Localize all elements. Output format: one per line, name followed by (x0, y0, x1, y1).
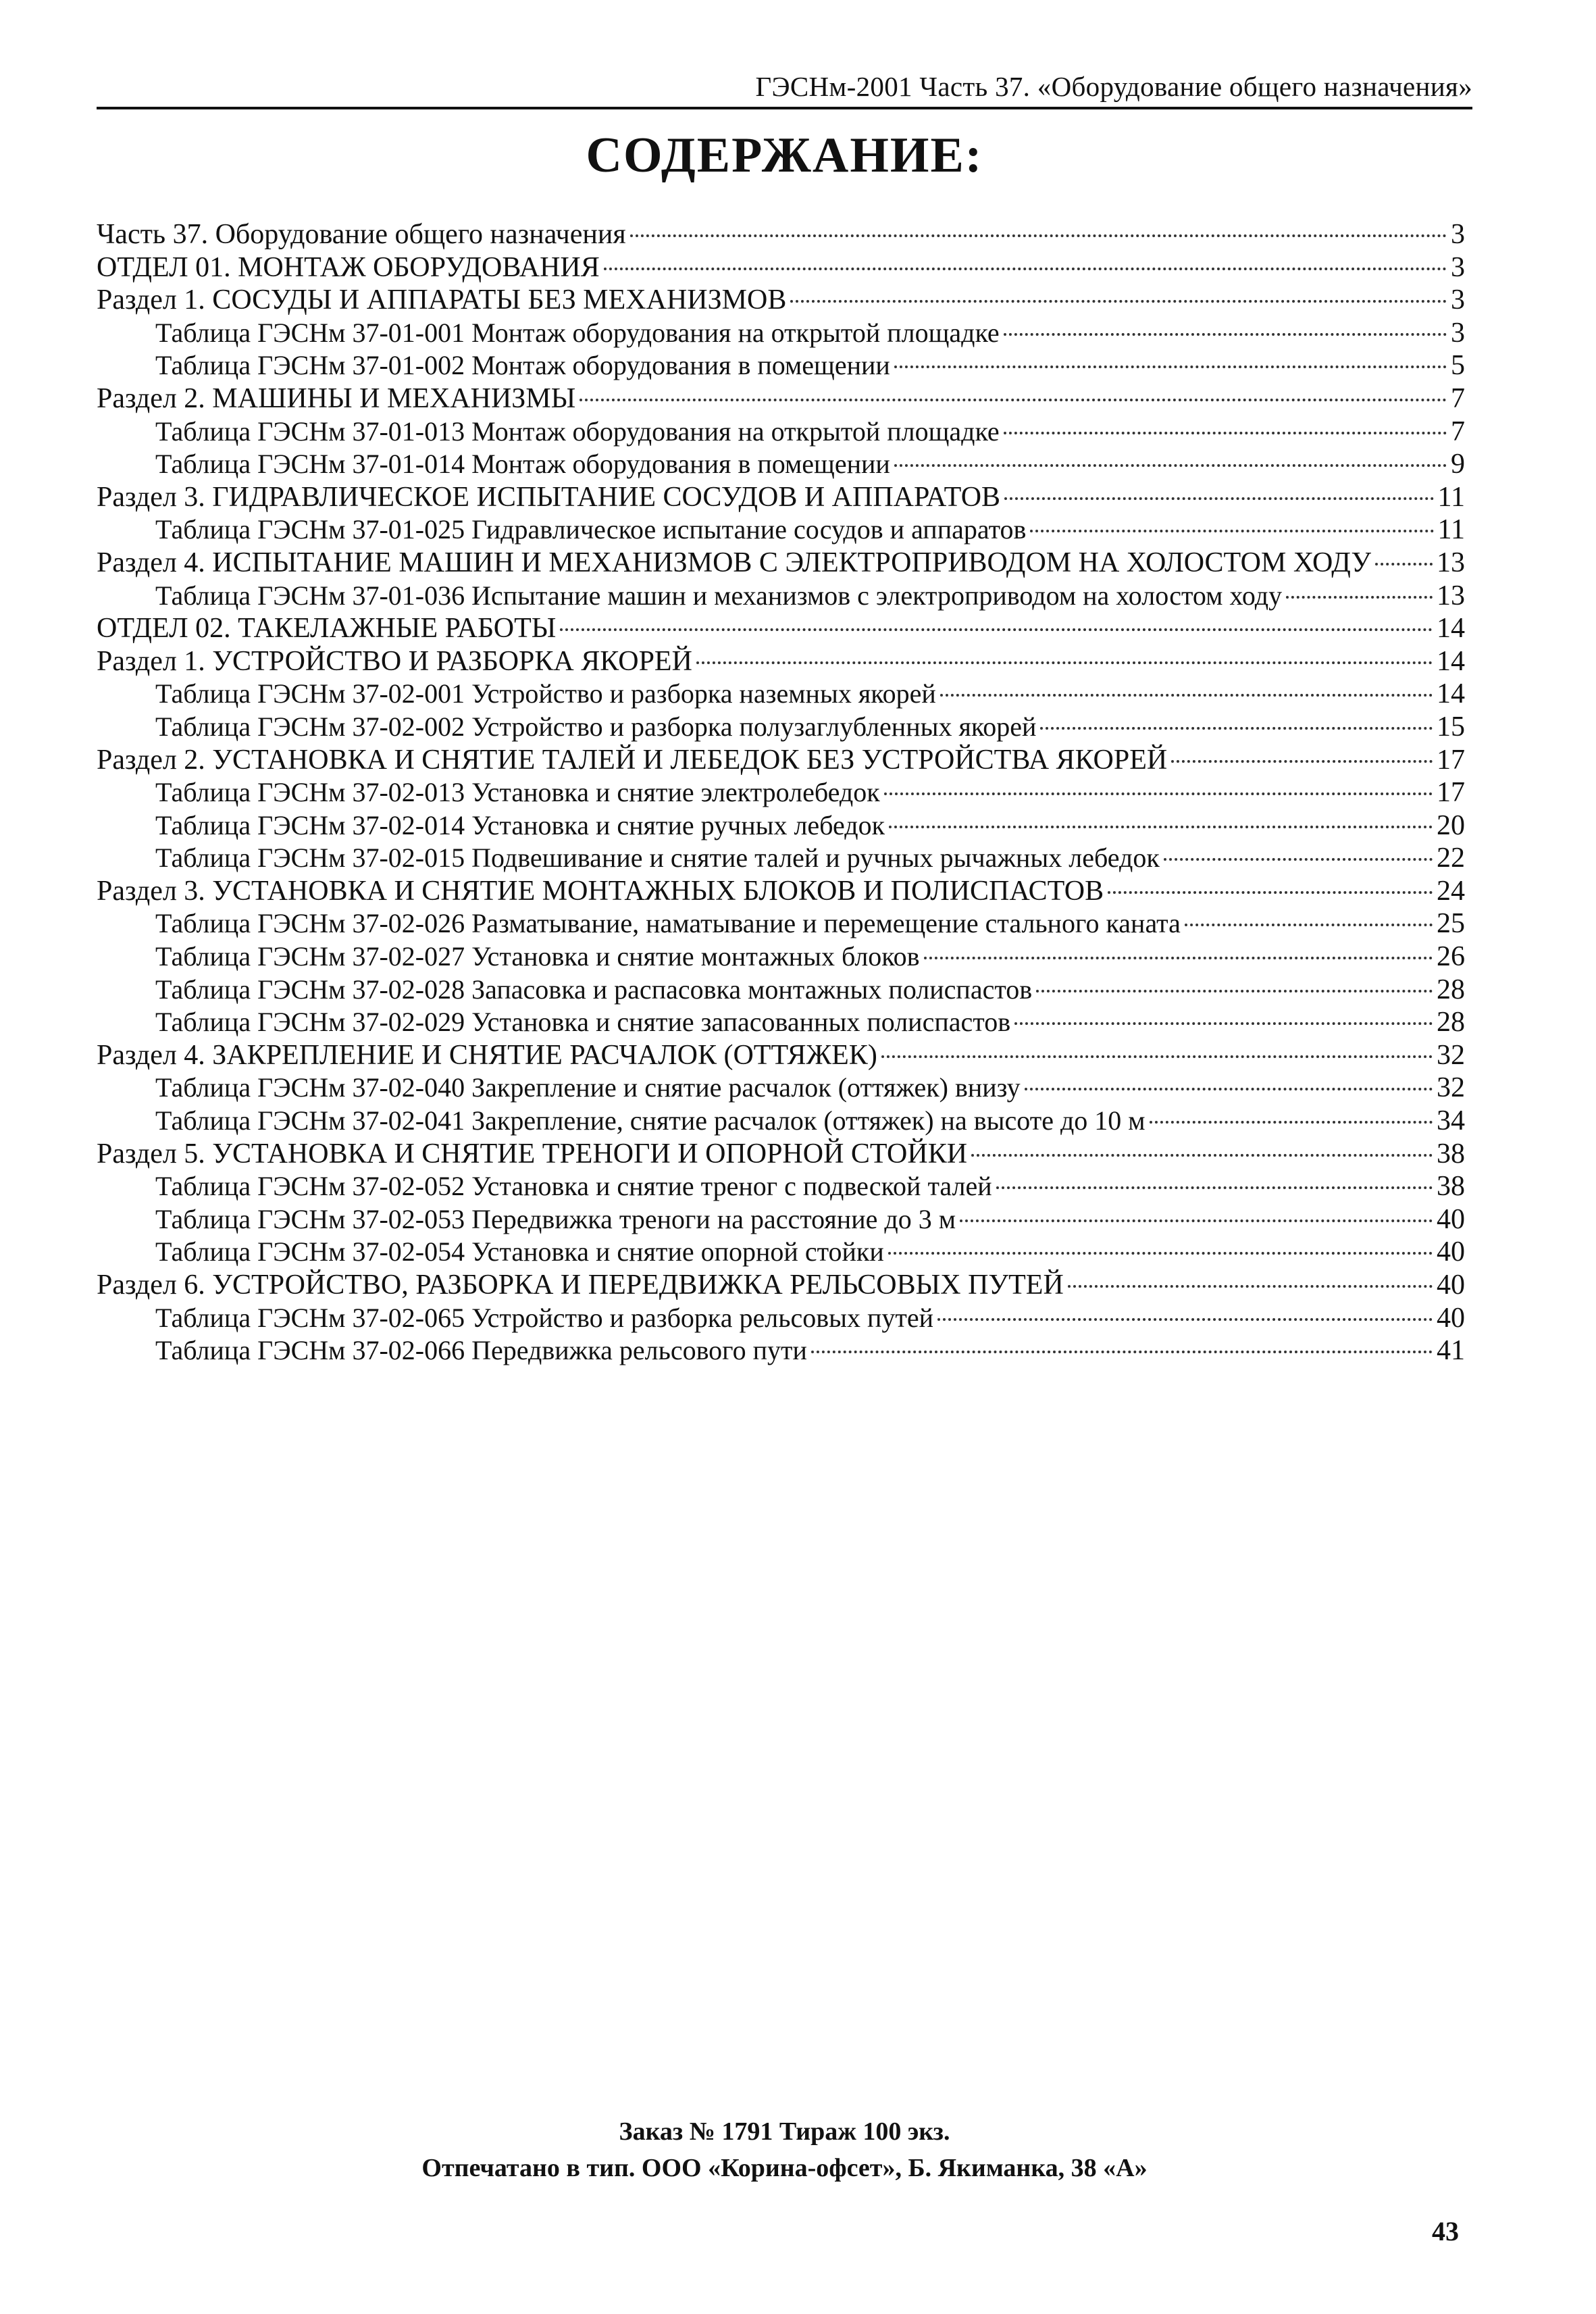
toc-entry-label: Раздел 4. ЗАКРЕПЛЕНИЕ И СНЯТИЕ РАСЧАЛОК (ОТТЯЖЕК) (97, 1039, 877, 1071)
imprint-printer-line: Отпечатано в тип. ООО «Корина-офсет», Б. Якиманка, 38 «А» (421, 2154, 1148, 2182)
toc-entry-label: Таблица ГЭСНм 37-02-015 Подвешивание и снятие талей и ручных рычажных лебедок (155, 842, 1160, 874)
toc-entry-label: Таблица ГЭСНм 37-02-002 Устройство и разборка полузаглубленных якорей (155, 711, 1037, 742)
toc-dot-leader (1025, 1088, 1433, 1090)
toc-dot-leader (1286, 596, 1433, 599)
toc-entry-page: 32 (1437, 1072, 1465, 1104)
toc-entry-page: 11 (1437, 514, 1465, 546)
toc-dot-leader (1150, 1121, 1433, 1124)
toc-entry-label: ОТДЕЛ 01. МОНТАЖ ОБОРУДОВАНИЯ (97, 251, 600, 283)
running-header: ГЭСНм-2001 Часть 37. «Оборудование общего назначения» (755, 71, 1472, 102)
toc-entry-page: 3 (1451, 251, 1465, 283)
toc-entry-label: Таблица ГЭСНм 37-02-053 Передвижка треноги на расстояние до 3 м (155, 1203, 956, 1234)
table-of-contents (97, 218, 1465, 1367)
toc-entry-page: 38 (1437, 1138, 1465, 1169)
toc-section-entry[interactable] (97, 1138, 1465, 1171)
toc-entry-page: 40 (1437, 1236, 1465, 1268)
toc-entry-page: 7 (1451, 382, 1465, 414)
toc-table-entry[interactable] (97, 842, 1465, 875)
toc-entry-page: 14 (1437, 645, 1465, 677)
toc-entry-label: Таблица ГЭСНм 37-02-065 Устройство и разборка рельсовых путей (155, 1302, 934, 1333)
toc-entry-label: Часть 37. Оборудование общего назначения (97, 219, 626, 250)
toc-entry-label: Раздел 4. ИСПЫТАНИЕ МАШИН И МЕХАНИЗМОВ С ЭЛЕКТРОПРИВОДОМ НА ХОЛОСТОМ ХОДУ (97, 547, 1372, 578)
toc-table-entry[interactable] (97, 580, 1465, 613)
toc-dot-leader (1036, 990, 1433, 992)
toc-dot-leader (884, 793, 1433, 795)
toc-entry-page: 14 (1437, 678, 1465, 710)
toc-dot-leader (1171, 760, 1433, 763)
toc-dot-leader (604, 268, 1447, 270)
toc-dot-leader (940, 694, 1433, 697)
toc-entry-page: 24 (1437, 875, 1465, 907)
toc-entry-page: 14 (1437, 613, 1465, 645)
toc-entry-label: Таблица ГЭСНм 37-02-013 Установка и снятие электролебедок (155, 777, 880, 808)
toc-table-entry[interactable] (97, 974, 1465, 1007)
toc-entry-page: 25 (1437, 908, 1465, 940)
toc-dot-leader (1108, 891, 1433, 894)
toc-entry-page: 9 (1451, 449, 1465, 480)
toc-table-entry[interactable] (97, 907, 1465, 940)
toc-table-entry[interactable] (97, 1170, 1465, 1203)
toc-entry-page: 3 (1451, 284, 1465, 316)
toc-table-entry[interactable] (97, 349, 1465, 382)
toc-entry-label: Таблица ГЭСНм 37-02-027 Установка и снятие монтажных блоков (155, 941, 920, 972)
toc-entry-label: Раздел 5. УСТАНОВКА И СНЯТИЕ ТРЕНОГИ И ОПОРНОЙ СТОЙКИ (97, 1138, 968, 1169)
toc-entry-label: Таблица ГЭСНм 37-01-013 Монтаж оборудования на открытой площадке (155, 416, 1000, 447)
imprint (97, 2113, 1472, 2186)
toc-table-entry[interactable] (97, 1006, 1465, 1039)
toc-table-entry[interactable] (97, 416, 1465, 449)
toc-entry-label: Таблица ГЭСНм 37-02-041 Закрепление, снятие расчалок (оттяжек) на высоте до 10 м (155, 1105, 1145, 1136)
toc-entry-label: Таблица ГЭСНм 37-02-026 Разматывание, наматывание и перемещение стального каната (155, 908, 1181, 939)
toc-section-entry[interactable] (97, 1269, 1465, 1302)
toc-entry-label: Раздел 3. УСТАНОВКА И СНЯТИЕ МОНТАЖНЫХ БЛОКОВ И ПОЛИСПАСТОВ (97, 875, 1104, 907)
toc-entry-page: 17 (1437, 744, 1465, 776)
toc-dot-leader (1030, 530, 1433, 532)
toc-entry-page: 40 (1437, 1203, 1465, 1235)
toc-dot-leader (960, 1219, 1433, 1222)
toc-entry-label: Таблица ГЭСНм 37-02-014 Установка и снятие ручных лебедок (155, 809, 885, 840)
header-rule (97, 107, 1472, 109)
toc-entry-label: Раздел 6. УСТРОЙСТВО, РАЗБОРКА И ПЕРЕДВИЖКА РЕЛЬСОВЫХ ПУТЕЙ (97, 1269, 1064, 1301)
toc-dot-leader (1004, 432, 1447, 434)
toc-entry-page: 40 (1437, 1302, 1465, 1334)
toc-dot-leader (1004, 497, 1433, 500)
page-number: 43 (1432, 2216, 1459, 2246)
toc-entry-page: 38 (1437, 1171, 1465, 1203)
page-title: СОДЕРЖАНИЕ: (586, 128, 983, 183)
toc-entry-page: 3 (1451, 219, 1465, 250)
toc-dot-leader (580, 399, 1447, 401)
toc-section-entry[interactable] (97, 481, 1465, 514)
imprint-order-line: Заказ № 1791 Тираж 100 экз. (619, 2117, 950, 2146)
toc-dot-leader (894, 464, 1447, 467)
toc-dot-leader (560, 628, 1433, 631)
toc-dot-leader (888, 1252, 1433, 1255)
toc-section-entry[interactable] (97, 1039, 1465, 1072)
toc-entry-label: Раздел 2. УСТАНОВКА И СНЯТИЕ ТАЛЕЙ И ЛЕБЕДОК БЕЗ УСТРОЙСТВА ЯКОРЕЙ (97, 744, 1168, 776)
toc-section-entry[interactable] (97, 612, 1465, 645)
toc-section-entry[interactable] (97, 251, 1465, 284)
toc-dot-leader (790, 300, 1447, 303)
toc-dot-leader (894, 366, 1447, 368)
toc-entry-label: Раздел 3. ГИДРАВЛИЧЕСКОЕ ИСПЫТАНИЕ СОСУДОВ И АППАРАТОВ (97, 481, 1001, 513)
toc-table-entry[interactable] (97, 1105, 1465, 1138)
toc-entry-page: 22 (1437, 842, 1465, 874)
toc-entry-page: 28 (1437, 974, 1465, 1005)
toc-entry-label: Таблица ГЭСНм 37-01-001 Монтаж оборудования на открытой площадке (155, 317, 1000, 348)
toc-dot-leader (630, 234, 1447, 237)
toc-table-entry[interactable] (97, 1236, 1465, 1269)
toc-entry-page: 13 (1437, 547, 1465, 578)
toc-entry-label: Таблица ГЭСНм 37-02-054 Установка и снятие опорной стойки (155, 1236, 884, 1267)
toc-dot-leader (881, 1055, 1433, 1058)
toc-entry-label: Раздел 2. МАШИНЫ И МЕХАНИЗМЫ (97, 382, 576, 414)
toc-entry-page: 5 (1451, 350, 1465, 382)
toc-dot-leader (889, 826, 1433, 828)
toc-entry-label: Раздел 1. УСТРОЙСТВО И РАЗБОРКА ЯКОРЕЙ (97, 645, 692, 677)
toc-entry-label: Таблица ГЭСНм 37-02-040 Закрепление и снятие расчалок (оттяжек) внизу (155, 1072, 1021, 1103)
toc-section-entry[interactable] (97, 382, 1465, 416)
toc-entry-page: 40 (1437, 1269, 1465, 1301)
toc-section-entry[interactable] (97, 645, 1465, 678)
toc-dot-leader (1375, 563, 1433, 565)
toc-entry-page: 11 (1437, 481, 1465, 513)
toc-table-entry[interactable] (97, 678, 1465, 711)
toc-dot-leader (696, 661, 1433, 664)
toc-entry-page: 7 (1451, 416, 1465, 447)
toc-entry-label: Таблица ГЭСНм 37-01-025 Гидравлическое испытание сосудов и аппаратов (155, 514, 1027, 545)
toc-dot-leader (1040, 727, 1433, 730)
toc-entry-label: Таблица ГЭСНм 37-02-066 Передвижка рельсового пути (155, 1335, 807, 1366)
toc-table-entry[interactable] (97, 513, 1465, 547)
toc-entry-page: 17 (1437, 777, 1465, 809)
toc-dot-leader (1068, 1285, 1433, 1288)
toc-entry-label: Таблица ГЭСНм 37-02-029 Установка и снятие запасованных полиспастов (155, 1007, 1011, 1038)
toc-dot-leader (924, 957, 1433, 959)
toc-entry-label: Раздел 1. СОСУДЫ И АППАРАТЫ БЕЗ МЕХАНИЗМОВ (97, 284, 787, 316)
toc-dot-leader (1164, 858, 1433, 861)
toc-table-entry[interactable] (97, 1334, 1465, 1367)
toc-entry-label: Таблица ГЭСНм 37-01-014 Монтаж оборудования в помещении (155, 449, 890, 480)
toc-section-entry[interactable] (97, 218, 1465, 251)
toc-entry-page: 13 (1437, 580, 1465, 611)
toc-table-entry[interactable] (97, 448, 1465, 481)
toc-entry-label: Таблица ГЭСНм 37-02-052 Установка и снятие треног с подвеской талей (155, 1171, 992, 1202)
toc-section-entry[interactable] (97, 875, 1465, 908)
toc-table-entry[interactable] (97, 1072, 1465, 1105)
toc-table-entry[interactable] (97, 940, 1465, 974)
toc-section-entry[interactable] (97, 547, 1465, 580)
toc-entry-label: Таблица ГЭСНм 37-02-028 Запасовка и распасовка монтажных полиспастов (155, 974, 1033, 1005)
toc-dot-leader (1014, 1022, 1433, 1025)
toc-entry-label: Таблица ГЭСНм 37-01-036 Испытание машин и механизмов с электроприводом на холостом ходу (155, 580, 1283, 611)
toc-table-entry[interactable] (97, 1302, 1465, 1335)
toc-entry-page: 34 (1437, 1105, 1465, 1137)
toc-entry-page: 20 (1437, 809, 1465, 841)
toc-entry-label: Таблица ГЭСНм 37-02-001 Устройство и разборка наземных якорей (155, 678, 936, 709)
toc-table-entry[interactable] (97, 1203, 1465, 1236)
toc-dot-leader (996, 1186, 1433, 1189)
toc-dot-leader (971, 1154, 1433, 1157)
toc-entry-page: 32 (1437, 1039, 1465, 1071)
toc-entry-page: 28 (1437, 1007, 1465, 1038)
toc-dot-leader (811, 1351, 1433, 1353)
toc-entry-page: 26 (1437, 941, 1465, 973)
toc-table-entry[interactable] (97, 809, 1465, 842)
toc-entry-label: ОТДЕЛ 02. ТАКЕЛАЖНЫЕ РАБОТЫ (97, 613, 557, 645)
toc-dot-leader (1004, 333, 1447, 336)
toc-section-entry[interactable] (97, 284, 1465, 317)
toc-dot-leader (1185, 924, 1433, 926)
toc-section-entry[interactable] (97, 744, 1465, 777)
toc-entry-page: 41 (1437, 1335, 1465, 1367)
toc-table-entry[interactable] (97, 317, 1465, 350)
toc-entry-page: 15 (1437, 711, 1465, 743)
toc-entry-page: 3 (1451, 317, 1465, 349)
toc-table-entry[interactable] (97, 776, 1465, 809)
toc-entry-label: Таблица ГЭСНм 37-01-002 Монтаж оборудования в помещении (155, 350, 890, 381)
toc-dot-leader (937, 1318, 1433, 1321)
toc-table-entry[interactable] (97, 711, 1465, 744)
